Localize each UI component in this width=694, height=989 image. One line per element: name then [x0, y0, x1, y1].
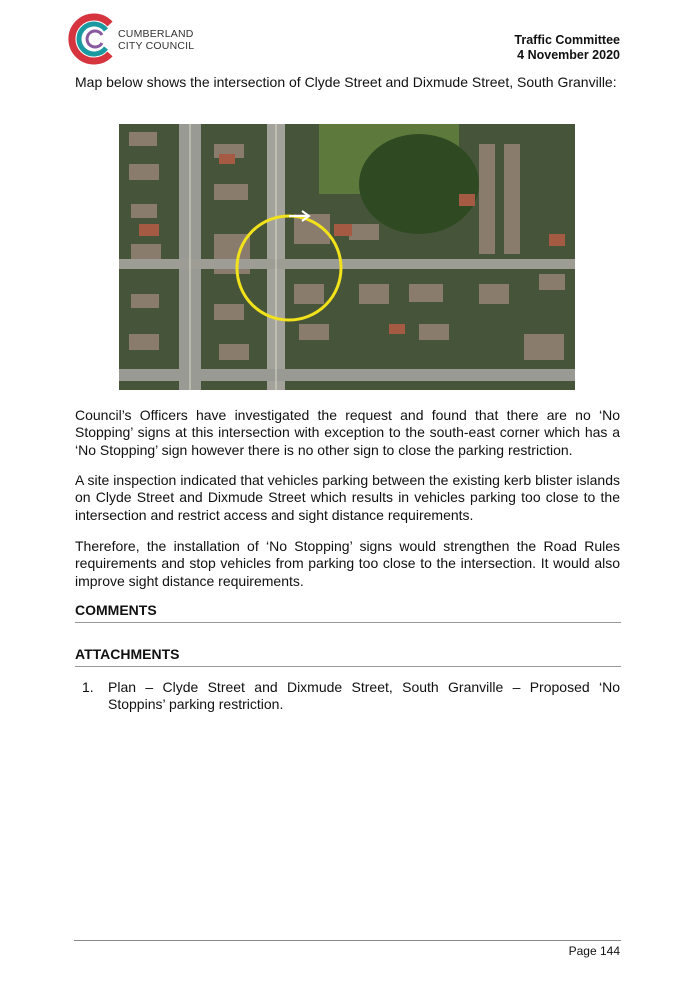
paragraph-recommendation: Therefore, the installation of ‘No Stopping’ signs would strengthen the Road Rules requirements and stop vehicles from parking too close to the intersection. It would also improve sight distance requirements.: [75, 538, 620, 589]
footer-divider: [74, 940, 621, 941]
comments-heading: COMMENTS: [75, 602, 621, 623]
attachments-heading: ATTACHMENTS: [75, 646, 621, 667]
committee-name: Traffic Committee: [514, 33, 620, 47]
org-name-line1: CUMBERLAND: [118, 28, 194, 40]
map-intro: Map below shows the intersection of Clyde Street and Dixmude Street, South Granville:: [75, 74, 617, 90]
org-name-line2: CITY COUNCIL: [118, 40, 195, 52]
org-name: [118, 28, 194, 52]
attachment-number: 1.: [82, 679, 94, 695]
paragraph-findings: Council’s Officers have investigated the request and found that there are no ‘No Stopping’ signs at this intersection with exception to the south-east corner which has a ‘No Stopping’ sign however there is no other sign to close the parking restriction.: [75, 407, 620, 458]
meeting-date: 4 November 2020: [517, 48, 620, 62]
aerial-map: [119, 124, 575, 390]
council-logo-icon: [66, 12, 120, 66]
page-number: Page 144: [568, 944, 620, 958]
document-header: [514, 33, 620, 63]
attachment-title: Plan – Clyde Street and Dixmude Street, South Granville – Proposed ‘No Stoppins’ parking restriction.: [108, 679, 620, 713]
paragraph-site-inspection: A site inspection indicated that vehicles parking between the existing kerb blister islands on Clyde Street and Dixmude Street which results in vehicles parking too close to the intersection and restrict access and sight distance requirements.: [75, 472, 620, 523]
